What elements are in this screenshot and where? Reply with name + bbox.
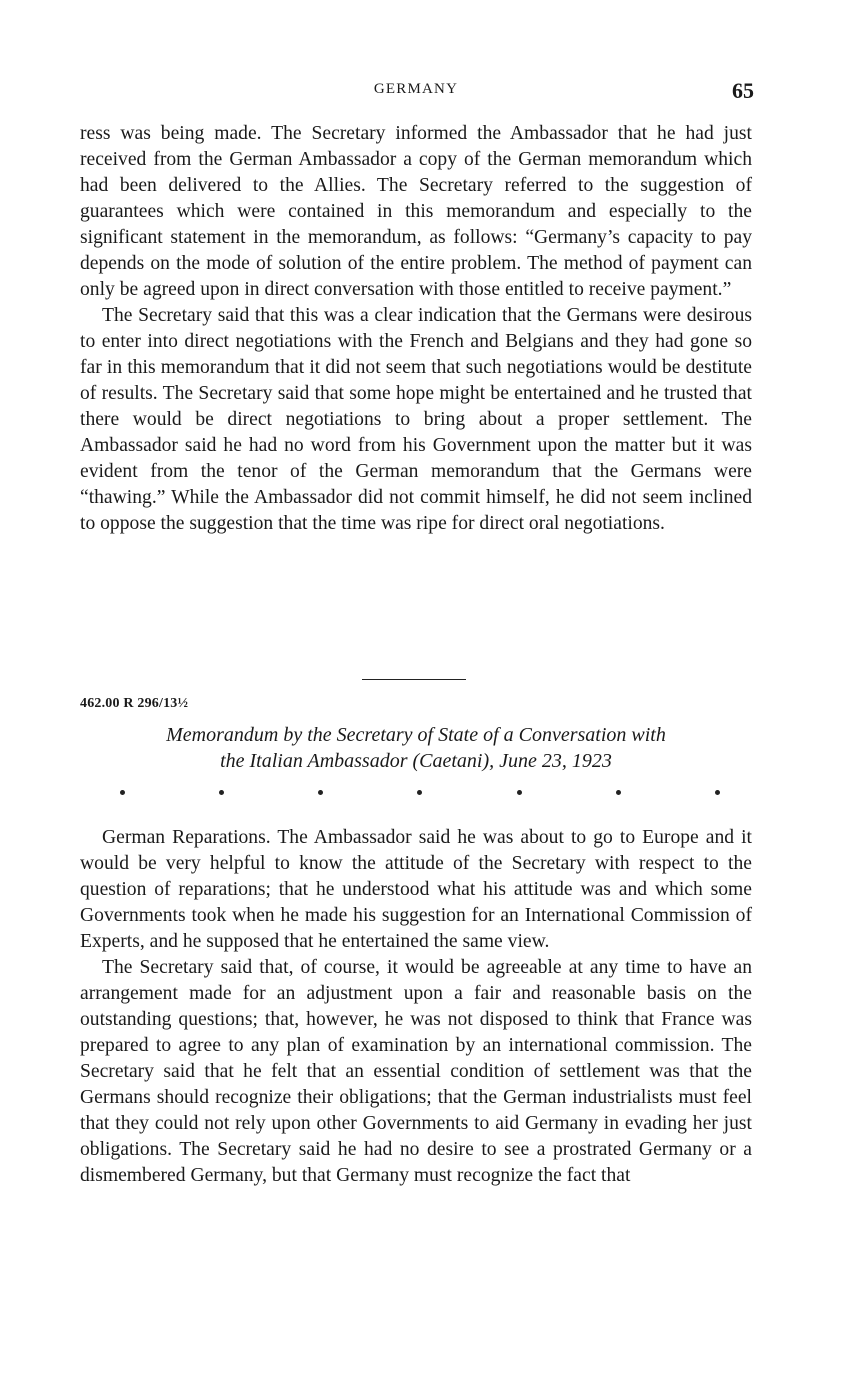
omission-dot [417,790,422,795]
omission-dot [616,790,621,795]
omission-dots [120,790,720,795]
file-number: 462.00 R 296/13½ [80,696,189,711]
running-head [80,78,752,108]
paragraph: The Secretary said that this was a clear indication that the Germans were desirous to enter into direct negotiations with the French and Belgians and they had gone so far in this memorandum that it did not seem that such negotiations would be destitute of results. The Secretary said that some hope might be entertained and he trusted that there would be direct negotiations to bring about a proper settlement. The Ambassador said he had no word from his Government upon the matter but it was evident from the tenor of the German memorandum that the Germans were “thawing.” While the Ambassador did not commit himself, he did not seem inclined to oppose the suggestion that the time was ripe for direct oral negotiations. [80,305,752,534]
running-title: GERMANY [373,81,459,97]
paragraph: The Secretary said that, of course, it would be agreeable at any time to have an arrangement made for an adjustment upon a fair and reasonable basis on the outstanding questions; that, however, he was not disposed to think that France was prepared to agree to any plan of examination by an international commission. The Secretary said that he felt that an essential condition of settlement was that the Germans should recognize their obligations; that the German industrialists must feel that they could not rely upon other Governments to aid Germany in evading her just obligations. The Secretary said he had no desire to see a prostrated Germany or a dismembered Germany, but that Germany must recognize the fact that [80,957,752,1186]
section-1-text [80,121,752,537]
document-heading [80,722,752,774]
page-number: 65 [732,78,754,103]
omission-dot [517,790,522,795]
paragraph: German Reparations. The Ambassador said he was about to go to Europe and it would be very helpful to know the attitude of the Secretary with respect to the question of reparations; that he understood what his attitude was and which some Governments took when he made his suggestion for an International Commission of Experts, and he supposed that he entertained the same view. [80,827,752,952]
section-2-text [80,825,752,1189]
section-divider [362,679,466,680]
omission-dot [120,790,125,795]
omission-dot [715,790,720,795]
omission-dot [318,790,323,795]
omission-dot [219,790,224,795]
paragraph: ress was being made. The Secretary informed the Ambassador that he had just received from the German Ambassador a copy of the German memorandum which had been delivered to the Allies. The Secretary referred to the suggestion of guarantees which were contained in this memorandum and especially to the significant statement in the memorandum, as follows: “Germany’s capacity to pay depends on the mode of solution of the entire problem. The method of payment can only be agreed upon in direct conversation with those entitled to receive payment.” [80,123,752,300]
document-heading-line-2: the Italian Ambassador (Caetani), June 23, 1923 [220,750,612,772]
document-heading-line-1: Memorandum by the Secretary of State of a Conversation with [166,724,666,746]
